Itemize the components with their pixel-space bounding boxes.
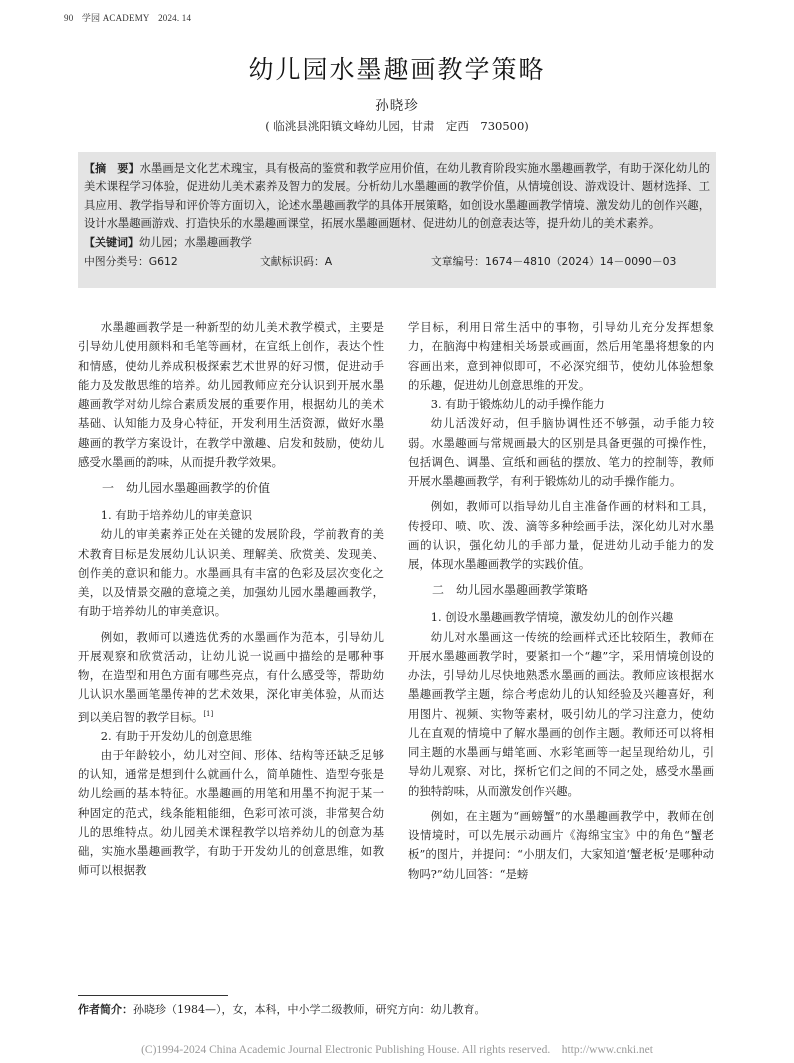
keywords-line xyxy=(84,234,710,252)
article-no-label: 文章编号： xyxy=(431,255,485,269)
citation-ref: [1] xyxy=(203,709,214,718)
clc-value: G612 xyxy=(148,255,178,269)
author-affiliation: ( 临洮县洮阳镇文峰幼儿园，甘肃 定西 730500) xyxy=(265,119,529,133)
footnote-label: 作者简介： xyxy=(78,1003,133,1016)
right-column xyxy=(408,318,714,884)
section-heading-1: 一 幼儿园水墨趣画教学的价值 xyxy=(102,481,271,495)
journal-name: 学园 ACADEMY xyxy=(81,13,150,23)
abstract-text: 水墨画是文化艺术瑰宝，具有极高的鉴赏和教学应用价值，在幼儿教育阶段实施水墨趣画教学，有助于深化幼儿的美术课程学习体验，促进幼儿美术素养及智力的发展。分析幼儿水墨趣画的教学价值，从情境创设、游戏设计、题材选择、工具应用、教学指导和评价等方面切入，论述水墨趣画教学的具体开展策略，如创设水墨趣画教学情境、激发幼儿的创作兴趣，设计水墨趣画游戏、打造快乐的水墨趣画课堂，拓展水墨趣画题材、促进幼儿的创意表达等，提升幼儿的美术素养。 xyxy=(84,162,710,231)
body-paragraph xyxy=(78,628,384,727)
subsection-heading: 1. 有助于培养幼儿的审美意识 xyxy=(100,508,252,522)
subsection-heading: 3. 有助于锻炼幼儿的动手操作能力 xyxy=(430,397,605,411)
issue-number: 2024. 14 xyxy=(158,13,192,23)
author-name: 孙晓珍 xyxy=(375,98,419,114)
page-number: 90 xyxy=(64,13,74,23)
clc-label: 中图分类号： xyxy=(84,255,149,269)
body-paragraph: 幼儿活泼好动，但手脑协调性还不够强，动手能力较弱。水墨趣画与常规画最大的区别是具备更强的可操作性，包括调色、调墨、宣纸和画毡的摆放、笔力的控制等，教师开展水墨趣画教学，有利于锻炼幼儿的动手操作能力。 xyxy=(408,416,714,488)
left-column xyxy=(78,318,384,881)
article-no-value: 1674－4810（2024）14－0090－03 xyxy=(484,255,677,269)
paragraph-text: 例如，教师可以遴选优秀的水墨画作为范本，引导幼儿开展观察和欣赏活动，让幼儿说一说画中描绘的是哪种事物，在造型和用色方面有哪些亮点，有什么感受等，帮助幼儿认识水墨画笔墨传神的艺术效果，深化审美体验，从而达到以美启智的教学目标。 xyxy=(78,629,384,724)
body-paragraph: 幼儿的审美素养正处在关键的发展阶段，学前教育的美术教育目标是发展幼儿认识美、理解美、欣赏美、发现美、创作美的意识和能力。水墨画具有丰富的色彩及层次变化之美，以及情景交融的意境之美，加强幼儿园水墨趣画教学，有助于培养幼儿的审美意识。 xyxy=(78,527,384,619)
running-header xyxy=(64,11,197,24)
body-paragraph: 例如，在主题为“画螃蟹”的水墨趣画教学中，教师在创设情境时，可以先展示动画片《海绵宝宝》中的角色“蟹老板”的图片，并提问：“小朋友们，大家知道‘蟹老板’是哪种动物吗?”幼儿回答：“是螃 xyxy=(408,808,714,881)
copyright-watermark: (C)1994-2024 China Academic Journal Electronic Publishing House. All rights reserved. http://www.cnki.net xyxy=(141,1044,653,1056)
author-footnote xyxy=(78,1001,486,1017)
subsection-heading: 2. 有助于开发幼儿的创意思维 xyxy=(100,728,252,743)
doc-code-value: A xyxy=(324,255,333,269)
keywords-text: 幼儿园；水墨趣画教学 xyxy=(139,235,252,249)
section-heading-2: 二 幼儿园水墨趣画教学策略 xyxy=(432,583,589,598)
doc-code-label: 文献标识码： xyxy=(260,255,325,269)
abstract-label: 【摘 要】 xyxy=(84,162,140,175)
body-paragraph: 学目标，利用日常生活中的事物，引导幼儿充分发挥想象力，在脑海中构建相关场景或画面，然后用笔墨将想象的内容画出来，意到神似即可，不必深究细节，使幼儿体验想象的乐趣，促进幼儿创意思维的开发。 xyxy=(408,320,714,392)
body-paragraph: 由于年龄较小，幼儿对空间、形体、结构等还缺乏足够的认知，通常是想到什么就画什么，简单随性、造型夸张是幼儿绘画的基本特征。水墨趣画的用笔和用墨不拘泥于某一种固定的范式，线条能粗能细，色彩可浓可淡，非常契合幼儿的思维特点。幼儿园美术课程教学以培养幼儿的创意为基础，实施水墨趣画教学，有助于开发幼儿的创意思维，如教师可以根据教 xyxy=(78,747,384,878)
body-paragraph: 例如，教师可以指导幼儿自主准备作画的材料和工具，传授印、喷、吹、泼、滴等多种绘画手法，深化幼儿对水墨画的认识，强化幼儿的手部力量，促进幼儿动手能力的发展，体现水墨趣画教学的实践价值。 xyxy=(408,499,714,571)
article-title: 幼儿园水墨趣画教学策略 xyxy=(248,55,546,84)
body-paragraph: 幼儿对水墨画这一传统的绘画样式还比较陌生，教师在开展水墨趣画教学时，要紧扣一个“趣”字，采用情境创设的办法，引导幼儿尽快地熟悉水墨画的画法。教师应该根据水墨趣画教学主题，综合考虑幼儿的认知经验及兴趣喜好，利用图片、视频、实物等素材，吸引幼儿的学习注意力，使幼儿在直观的情境中了解水墨画的创作主题。教师还可以将相同主题的水墨画与蜡笔画、水彩笔画等一起呈现给幼儿，引导幼儿观察、对比，探析它们之间的不同之处，感受水墨画的独特韵味，从而激发创作兴趣。 xyxy=(408,629,714,798)
footnote-text: 孙晓珍（1984—），女，本科，中小学二级教师，研究方向：幼儿教育。 xyxy=(133,1003,486,1016)
subsection-heading: 1. 创设水墨趣画教学情境，激发幼儿的创作兴趣 xyxy=(430,610,674,625)
classification-row xyxy=(84,253,710,271)
abstract-paragraph xyxy=(84,160,710,234)
footnote-divider xyxy=(78,995,228,996)
intro-paragraph: 水墨趣画教学是一种新型的幼儿美术教学模式，主要是引导幼儿使用颜料和毛笔等画材，在宣纸上创作，表达个性和情感，使幼儿养成积极探索艺术世界的好习惯，促进动手能力及发散思维的培养。幼儿园教师应充分认识到开展水墨趣画教学对幼儿综合素质发展的重要作用，根据幼儿的美术基础、认知能力及身心特征，开发利用生活资源，做好水墨趣画的教学方案设计，在教学中激趣、启发和鼓励，使幼儿感受水墨画的韵味，从而提升教学效果。 xyxy=(78,320,384,469)
abstract-box xyxy=(78,152,716,288)
keywords-label: 【关键词】 xyxy=(84,235,139,249)
